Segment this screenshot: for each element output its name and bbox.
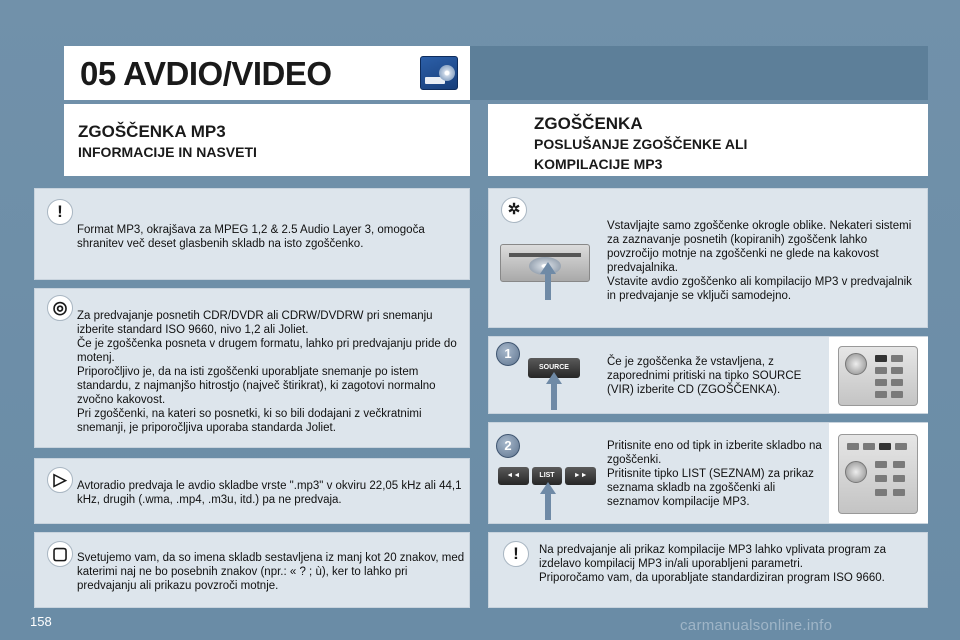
warning-panel (488, 532, 928, 608)
info-text-formats: Avtoradio predvaja le avdio skladbe vrste ".mp3" v okviru 22,05 kHz ali 44,1 kHz, drugih (.wma, .mp4, .m3u, itd.) pa ne predvaja. (77, 480, 462, 506)
info-panel-format (34, 188, 470, 280)
play-icon: ▷ (47, 467, 73, 493)
info-text-recording: Za predvajanje posnetih CDR/DVDR ali CDRW/DVDRW pri snemanju izberite standard ISO 9660, nivo 1,2 ali Joliet. Če je zgoščenka posneta v drugem formatu, lahko pri predvajanju pride do motenj. Priporočljivo je, da na isti zgoščenki uporabljate snemanje po istem standardu, z najmanjšo hitrostjo (največ štirikrat), ki zagotovi normalno zvočno kakovost. Pri zgoščenki, na kateri so posnetki, ki so bili dodajani z večkratnimi snemanji, je priporočljiva uporaba standarda Joliet. (77, 310, 457, 434)
right-section-subtitle: POSLUŠANJE ZGOŠČENKE ALI KOMPILACIJE MP3 (534, 136, 748, 172)
left-section-title: ZGOŠČENKA MP3 (78, 122, 226, 141)
radio-console-image (838, 346, 918, 406)
source-button[interactable]: SOURCE (528, 358, 580, 378)
left-section-header (64, 104, 470, 176)
arrow-up-icon (540, 482, 556, 522)
square-icon: ▢ (47, 541, 73, 567)
info-panel-recording (34, 288, 470, 448)
exclamation-icon: ! (503, 541, 529, 567)
previous-track-button[interactable]: ◄◄ (498, 467, 529, 485)
radio-console-image (838, 434, 918, 514)
watermark: carmanualsonline.info (680, 617, 833, 634)
cd-disc-shape (439, 65, 455, 81)
sun-icon: ✲ (501, 197, 527, 223)
right-section-title: ZGOŠČENKA (534, 114, 643, 133)
arrow-up-icon (546, 372, 562, 412)
insert-text: Vstavljajte samo zgoščenke okrogle oblike. Nekateri sistemi za zaznavanje posnetih (kopiranih) zgoščenk lahko povzročijo motnje na zgoščenki ne glede na kakovost predvajalnika. Vstavite avdio zgoščenko ali kompilacijo MP3 v predvajalnik in predvajanje se vključi samodejno. (607, 220, 912, 302)
right-section-header (488, 104, 928, 176)
arrow-up-icon (540, 262, 556, 302)
warning-text: Na predvajanje ali prikaz kompilacije MP3 lahko vplivata program za izdelavo kompilacij MP3 in/ali uporabljeni parametri. Priporočamo vam, da uporabljate standardiziran program ISO 9660. (539, 544, 887, 584)
header-band (470, 46, 928, 100)
info-panel-formats (34, 458, 470, 524)
next-track-button[interactable]: ►► (565, 467, 596, 485)
cd-audio-icon (420, 56, 458, 90)
disc-icon: ◎ (47, 295, 73, 321)
page-title: 05 AVDIO/VIDEO (80, 55, 332, 92)
step-1-badge: 1 (496, 342, 520, 366)
exclamation-icon: ! (47, 199, 73, 225)
page-number: 158 (30, 614, 52, 629)
info-text-format: Format MP3, okrajšava za MPEG 1,2 & 2.5 Audio Layer 3, omogoča shranitev več deset glasbenih skladb na isto zgoščenko. (77, 224, 425, 250)
step-2-badge: 2 (496, 434, 520, 458)
info-text-naming: Svetujemo vam, da so imena skladb sestavljena iz manj kot 20 znakov, med katerimi naj ne bo posebnih znakov (npr.: « ? ; ù), ker to lahko pri predvajanju ali prikazu povzroči motnje. (77, 552, 465, 592)
list-button[interactable]: LIST (532, 467, 563, 485)
left-section-subtitle: INFORMACIJE IN NASVETI (78, 144, 257, 160)
step-1-text: Če je zgoščenka že vstavljena, z zaporednimi pritiski na tipko SOURCE (VIR) izberite CD (ZGOŠČENKA). (607, 356, 802, 396)
step-2-text: Pritisnite eno od tipk in izberite skladbo na zgoščenki. Pritisnite tipko LIST (SEZNAM) za prikaz seznama skladb na zgoščenki ali seznamov kompilacije MP3. (607, 440, 822, 508)
info-panel-naming (34, 532, 470, 608)
